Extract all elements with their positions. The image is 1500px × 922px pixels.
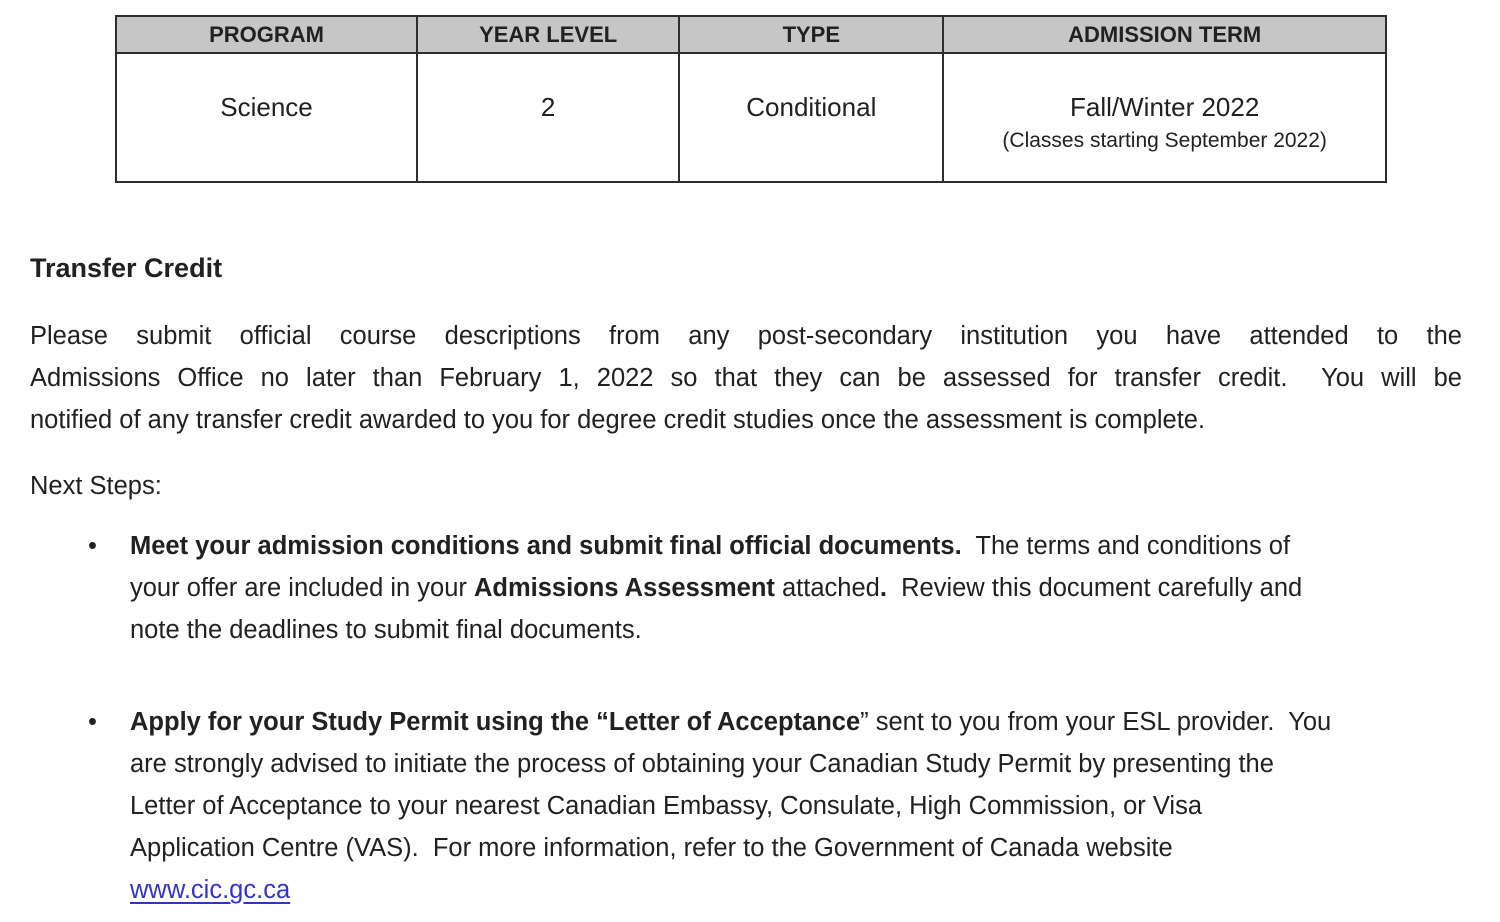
bullet-icon: • <box>88 708 97 736</box>
table-header-year-level: YEAR LEVEL <box>418 17 680 54</box>
table-header-admission-term: ADMISSION TERM <box>944 17 1385 54</box>
text-segment: ” sent to you from your ESL provider. You <box>860 708 1332 736</box>
paragraph-line: Admissions Office no later than February 1, 2022 so that they can be assessed for transfer credit. You will be <box>30 364 1462 392</box>
bullet-text <box>130 701 1462 911</box>
list-item <box>88 701 1462 911</box>
admission-term-value: Fall/Winter 2022 <box>1070 92 1260 122</box>
admission-table <box>115 15 1387 183</box>
table-header-program: PROGRAM <box>117 17 418 54</box>
bullet-icon: • <box>88 532 97 560</box>
next-steps-heading: Next Steps: <box>30 472 162 500</box>
text-segment: attached <box>774 574 880 602</box>
admission-term-note: (Classes starting September 2022) <box>1002 129 1327 152</box>
bold-text-segment: Apply for your Study Permit using the “Letter of Acceptance <box>130 708 861 736</box>
type-value: Conditional <box>746 92 877 122</box>
table-cell-admission-term <box>944 54 1385 181</box>
year-level-value: 2 <box>540 92 556 122</box>
table-header-type: TYPE <box>680 17 944 54</box>
text-segment: Review this document carefully and <box>886 574 1303 602</box>
program-value: Science <box>220 92 313 122</box>
transfer-credit-heading: Transfer Credit <box>30 253 223 283</box>
text-segment: are strongly advised to initiate the process of obtaining your Canadian Study Permit by presenting the <box>130 750 1274 778</box>
transfer-credit-paragraph <box>30 315 1462 441</box>
admission-table-grid <box>115 15 1387 183</box>
bold-text-segment: Admissions Assessment <box>473 574 775 602</box>
bold-text-segment: Meet your admission conditions and submit final official documents. <box>130 532 962 560</box>
text-segment: your offer are included in your <box>130 574 474 602</box>
cic-website-link[interactable]: www.cic.gc.ca <box>130 876 291 904</box>
bullet-text-segments <box>130 708 1331 862</box>
text-segment: Letter of Acceptance to your nearest Canadian Embassy, Consulate, High Commission, or Visa <box>130 792 1203 820</box>
text-segment: Application Centre (VAS). For more information, refer to the Government of Canada website <box>130 834 1173 862</box>
list-item <box>88 525 1462 651</box>
text-segment: note the deadlines to submit final documents. <box>130 616 642 644</box>
paragraph-line: notified of any transfer credit awarded to you for degree credit studies once the assessment is complete. <box>30 406 1206 434</box>
table-cell-year-level <box>418 54 680 181</box>
paragraph-line: Please submit official course descriptions from any post-secondary institution you have attended to the <box>30 322 1462 350</box>
table-cell-program <box>117 54 418 181</box>
bullet-text <box>130 525 1462 651</box>
text-segment: The terms and conditions of <box>961 532 1291 560</box>
table-cell-type <box>680 54 944 181</box>
bold-text-segment: . <box>879 574 887 602</box>
next-steps-list <box>30 525 1462 911</box>
